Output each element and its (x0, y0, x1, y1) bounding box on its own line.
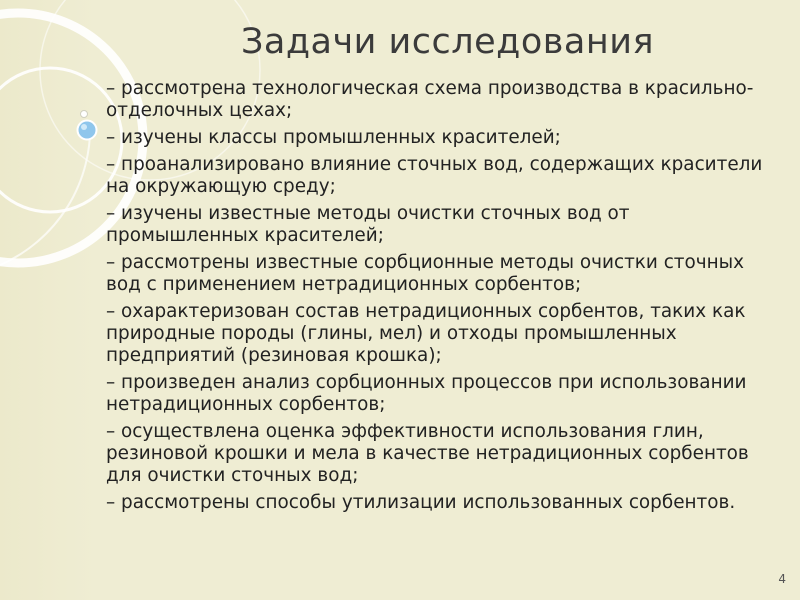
task-item: – охарактеризован состав нетрадиционных сорбентов, таких как природные породы (глины, мел) и отходы промышленных предприятий (резиновая крошка); (106, 301, 746, 366)
task-item: – рассмотрена технологическая схема производства в красильно-отделочных цехах; (106, 78, 754, 121)
task-item: – осуществлена оценка эффективности использования глин, резиновой крошки и мела в качестве нетрадиционных сорбентов для очистки сточных вод; (106, 421, 749, 486)
task-item: – рассмотрены способы утилизации использованных сорбентов. (106, 492, 736, 513)
task-list (106, 78, 778, 519)
task-item: – изучены классы промышленных красителей; (106, 127, 561, 148)
page-number: 4 (778, 572, 786, 586)
task-item: – проанализировано влияние сточных вод, содержащих красители на окружающую среду; (106, 154, 763, 197)
task-item: – произведен анализ сорбционных процессов при использовании нетрадиционных сорбентов; (106, 372, 747, 415)
slide-title: Задачи исследования (240, 22, 655, 62)
task-item: – рассмотрены известные сорбционные методы очистки сточных вод с применением нетрадиционных сорбентов; (106, 252, 745, 295)
task-item: – изучены известные методы очистки сточных вод от промышленных красителей; (106, 203, 630, 246)
